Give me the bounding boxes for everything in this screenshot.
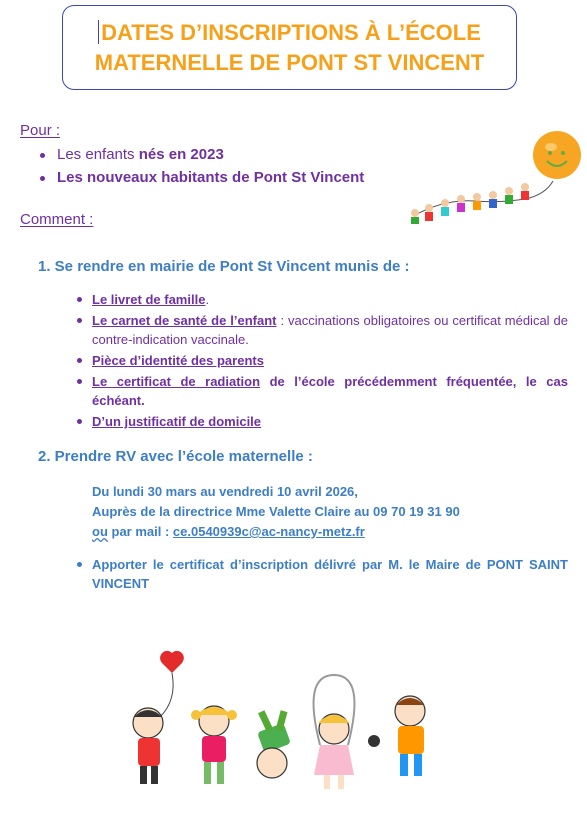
doc-carnet: Le carnet de santé de l’enfant : vaccinations obligatoires ou certificat médical de contre-indication vaccinale.: [76, 311, 568, 349]
rv-details: [92, 482, 460, 542]
pour-item-birth: Les enfants nés en 2023: [40, 145, 364, 168]
pour-heading: Pour :: [20, 122, 61, 139]
step1-title: 1. Se rendre en mairie de Pont St Vincent munis de :: [38, 258, 410, 275]
certificate-list: [76, 555, 568, 593]
doc-radiation: Le certificat de radiation de l’école précédemment fréquentée, le cas échéant.: [76, 372, 568, 410]
title-line-2: MATERNELLE DE PONT ST VINCENT: [94, 49, 485, 75]
doc-livret: Le livret de famille.: [76, 290, 568, 309]
step2-title: 2. Prendre RV avec l’école maternelle :: [38, 448, 313, 465]
text-cursor: [98, 20, 99, 44]
doc-identite: Pièce d’identité des parents: [76, 351, 568, 370]
title-text-1: DATES D’INSCRIPTIONS À L’ÉCOLE: [101, 19, 481, 45]
email-link[interactable]: ce.0540939c@ac-nancy-metz.fr: [172, 524, 365, 539]
pour-item-residents: Les nouveaux habitants de Pont St Vincent: [40, 168, 364, 191]
title-line-1: [98, 18, 481, 48]
children-playing-illustration: [122, 645, 442, 815]
rv-director: Auprès de la directrice Mme Valette Claire au 09 70 19 31 90: [92, 504, 460, 519]
rv-dates: Du lundi 30 mars au vendredi 10 avril 2026,: [92, 484, 358, 499]
pour-list: [40, 145, 364, 191]
certif-item: Apporter le certificat d’inscription délivré par M. le Maire de PONT SAINT VINCENT: [76, 555, 568, 593]
rv-mail: ou par mail : ce.0540939c@ac-nancy-metz.fr: [92, 524, 365, 539]
documents-list: [76, 290, 568, 433]
doc-domicile: D’un justificatif de domicile: [76, 412, 568, 431]
title-box: [62, 5, 517, 90]
balloon-kids-illustration: [405, 125, 585, 225]
comment-heading: Comment :: [20, 211, 94, 228]
